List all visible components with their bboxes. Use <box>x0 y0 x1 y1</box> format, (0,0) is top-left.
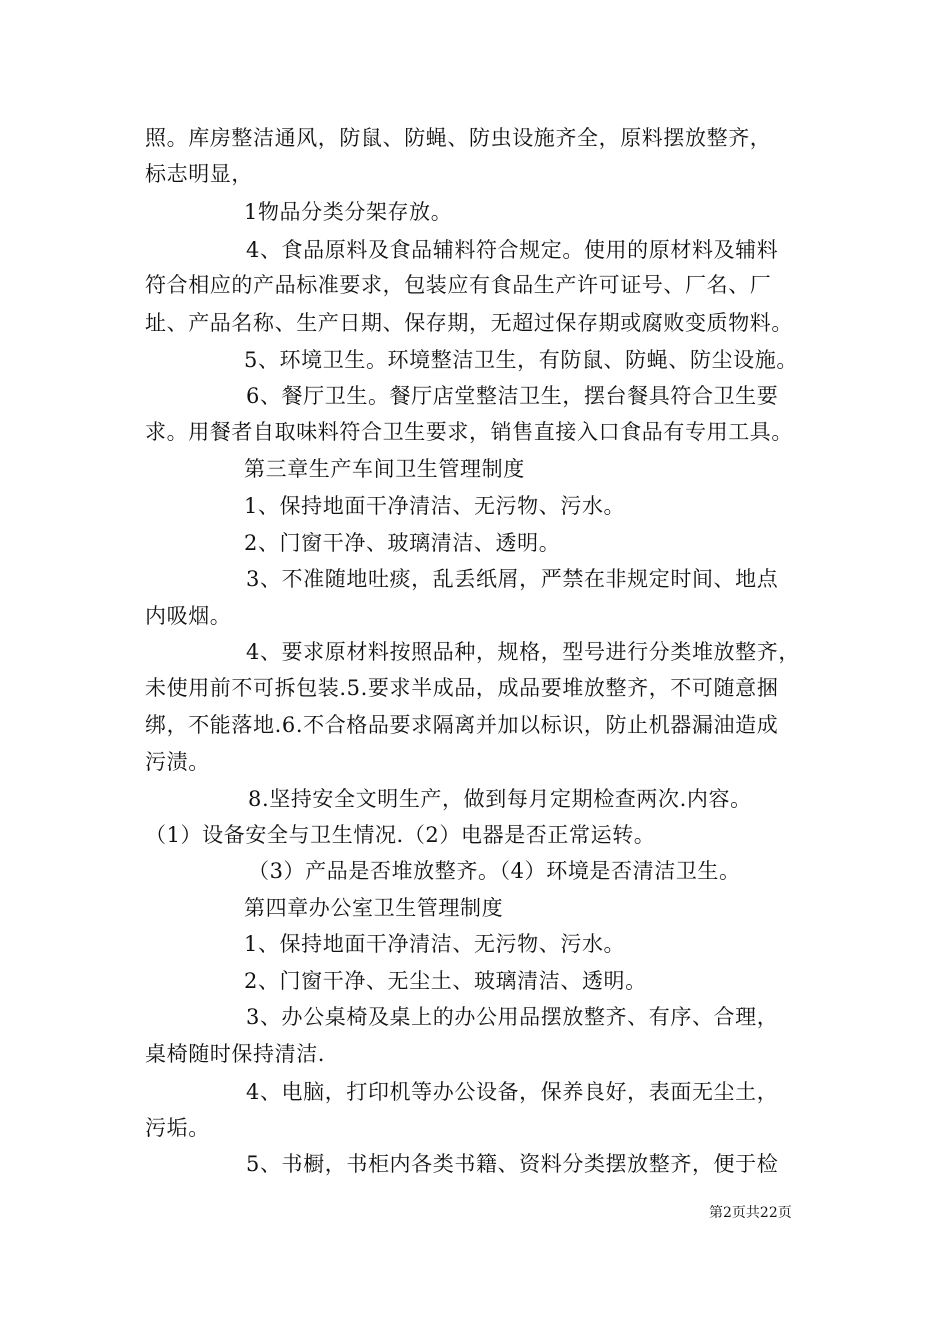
text-line: 4、要求原材料按照品种，规格，型号进行分类堆放整齐， <box>246 640 800 664</box>
text-line: 标志明显， <box>145 162 253 186</box>
text-line: 桌椅随时保持清洁. <box>145 1042 326 1066</box>
text-line: 求。用餐者自取味料符合卫生要求，销售直接入口食品有专用工具。 <box>145 420 793 444</box>
text-line: 污垢。 <box>145 1116 210 1140</box>
text-line: 5、书橱，书柜内各类书籍、资料分类摆放整齐，便于检 <box>246 1152 779 1176</box>
text-line: （1）设备安全与卫生情况.（2）电器是否正常运转。 <box>145 823 656 847</box>
text-line: 2、门窗干净、无尘土、玻璃清洁、透明。 <box>244 969 647 993</box>
text-line: 符合相应的产品标准要求，包装应有食品生产许可证号、厂名、厂 <box>145 273 772 297</box>
text-line: 污渍。 <box>145 750 210 774</box>
section-heading: 第四章办公室卫生管理制度 <box>244 896 504 920</box>
text-line: 1、保持地面干净清洁、无污物、污水。 <box>244 932 626 956</box>
text-line: 2、门窗干净、玻璃清洁、透明。 <box>244 531 561 555</box>
text-line: 未使用前不可拆包装.5.要求半成品，成品要堆放整齐，不可随意捆 <box>145 676 779 700</box>
text-line: 内吸烟。 <box>145 604 232 628</box>
text-line: 址、产品名称、生产日期、保存期，无超过保存期或腐败变质物料。 <box>145 311 793 335</box>
section-heading: 第三章生产车间卫生管理制度 <box>244 457 525 481</box>
text-line: 1物品分类分架存放。 <box>244 200 453 224</box>
text-line: 4、食品原料及食品辅料符合规定。使用的原材料及辅料 <box>246 238 779 262</box>
text-line: 1、保持地面干净清洁、无污物、污水。 <box>244 494 626 518</box>
text-line: 照。库房整洁通风，防鼠、防蝇、防虫设施齐全，原料摆放整齐， <box>145 126 772 150</box>
text-line: 4、电脑，打印机等办公设备，保养良好，表面无尘土， <box>246 1080 779 1104</box>
text-line: 5、环境卫生。环境整洁卫生，有防鼠、防蝇、防尘设施。 <box>244 348 798 372</box>
text-line: （3）产品是否堆放整齐。（4）环境是否清洁卫生。 <box>248 859 741 883</box>
text-line: 3、办公桌椅及桌上的办公用品摆放整齐、有序、合理， <box>246 1005 779 1029</box>
text-line: 绑，不能落地.6.不合格品要求隔离并加以标识，防止机器漏油造成 <box>145 713 779 737</box>
text-line: 3、不准随地吐痰，乱丢纸屑，严禁在非规定时间、地点 <box>246 567 779 591</box>
page-number: 第2页共22页 <box>709 1205 792 1221</box>
text-line: 6、餐厅卫生。餐厅店堂整洁卫生，摆台餐具符合卫生要 <box>246 384 779 408</box>
text-line: 8.坚持安全文明生产，做到每月定期检查两次.内容。 <box>248 787 752 811</box>
